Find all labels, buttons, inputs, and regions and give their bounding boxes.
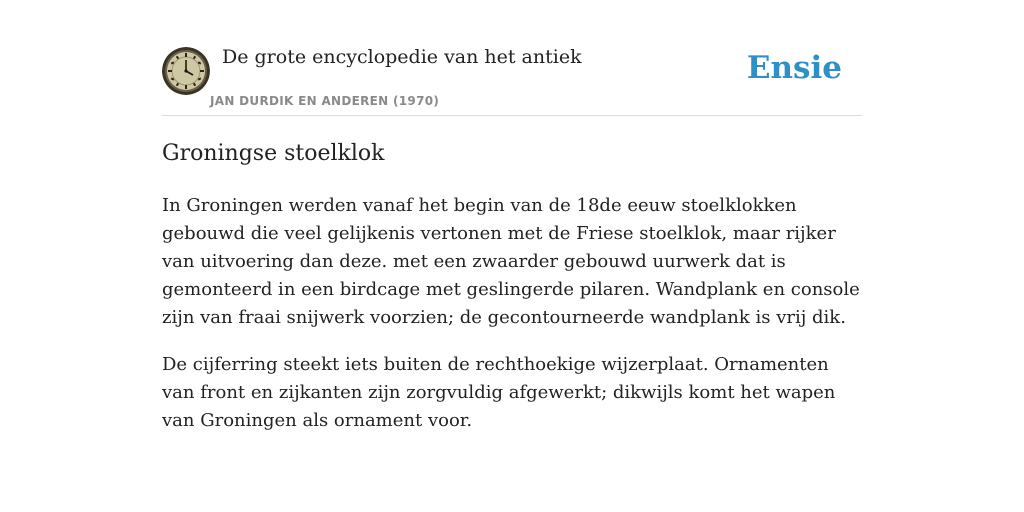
author-year: JAN DURDIK EN ANDEREN (1970) xyxy=(210,94,440,108)
clock-face-icon xyxy=(162,47,210,95)
brand-logo[interactable]: Ensie xyxy=(746,50,842,86)
book-avatar[interactable] xyxy=(162,47,210,95)
book-header xyxy=(162,40,862,116)
paragraph: De cijferring steekt iets buiten de rechthoekige wijzerplaat. Ornamenten van front en zijkanten zijn zorgvuldig afgewerkt; dikwijls komt het wapen van Groningen als ornament voor. xyxy=(162,354,836,431)
article xyxy=(162,138,862,435)
entry-title: Groningse stoelklok xyxy=(162,141,385,166)
book-title-link[interactable]: De grote encyclopedie van het antiek xyxy=(222,46,582,68)
paragraph: In Groningen werden vanaf het begin van de 18de eeuw stoelklokken gebouwd die veel gelijkenis vertonen met de Friese stoelklok, maar rijker van uitvoering dan deze. met een zwaarder gebouwd uurwerk dat is gemonteerd in een birdcage met geslingerde pilaren. Wandplank en console zijn van fraai snijwerk voorzien; de gecontourneerde wandplank is vrij dik. xyxy=(162,195,860,328)
